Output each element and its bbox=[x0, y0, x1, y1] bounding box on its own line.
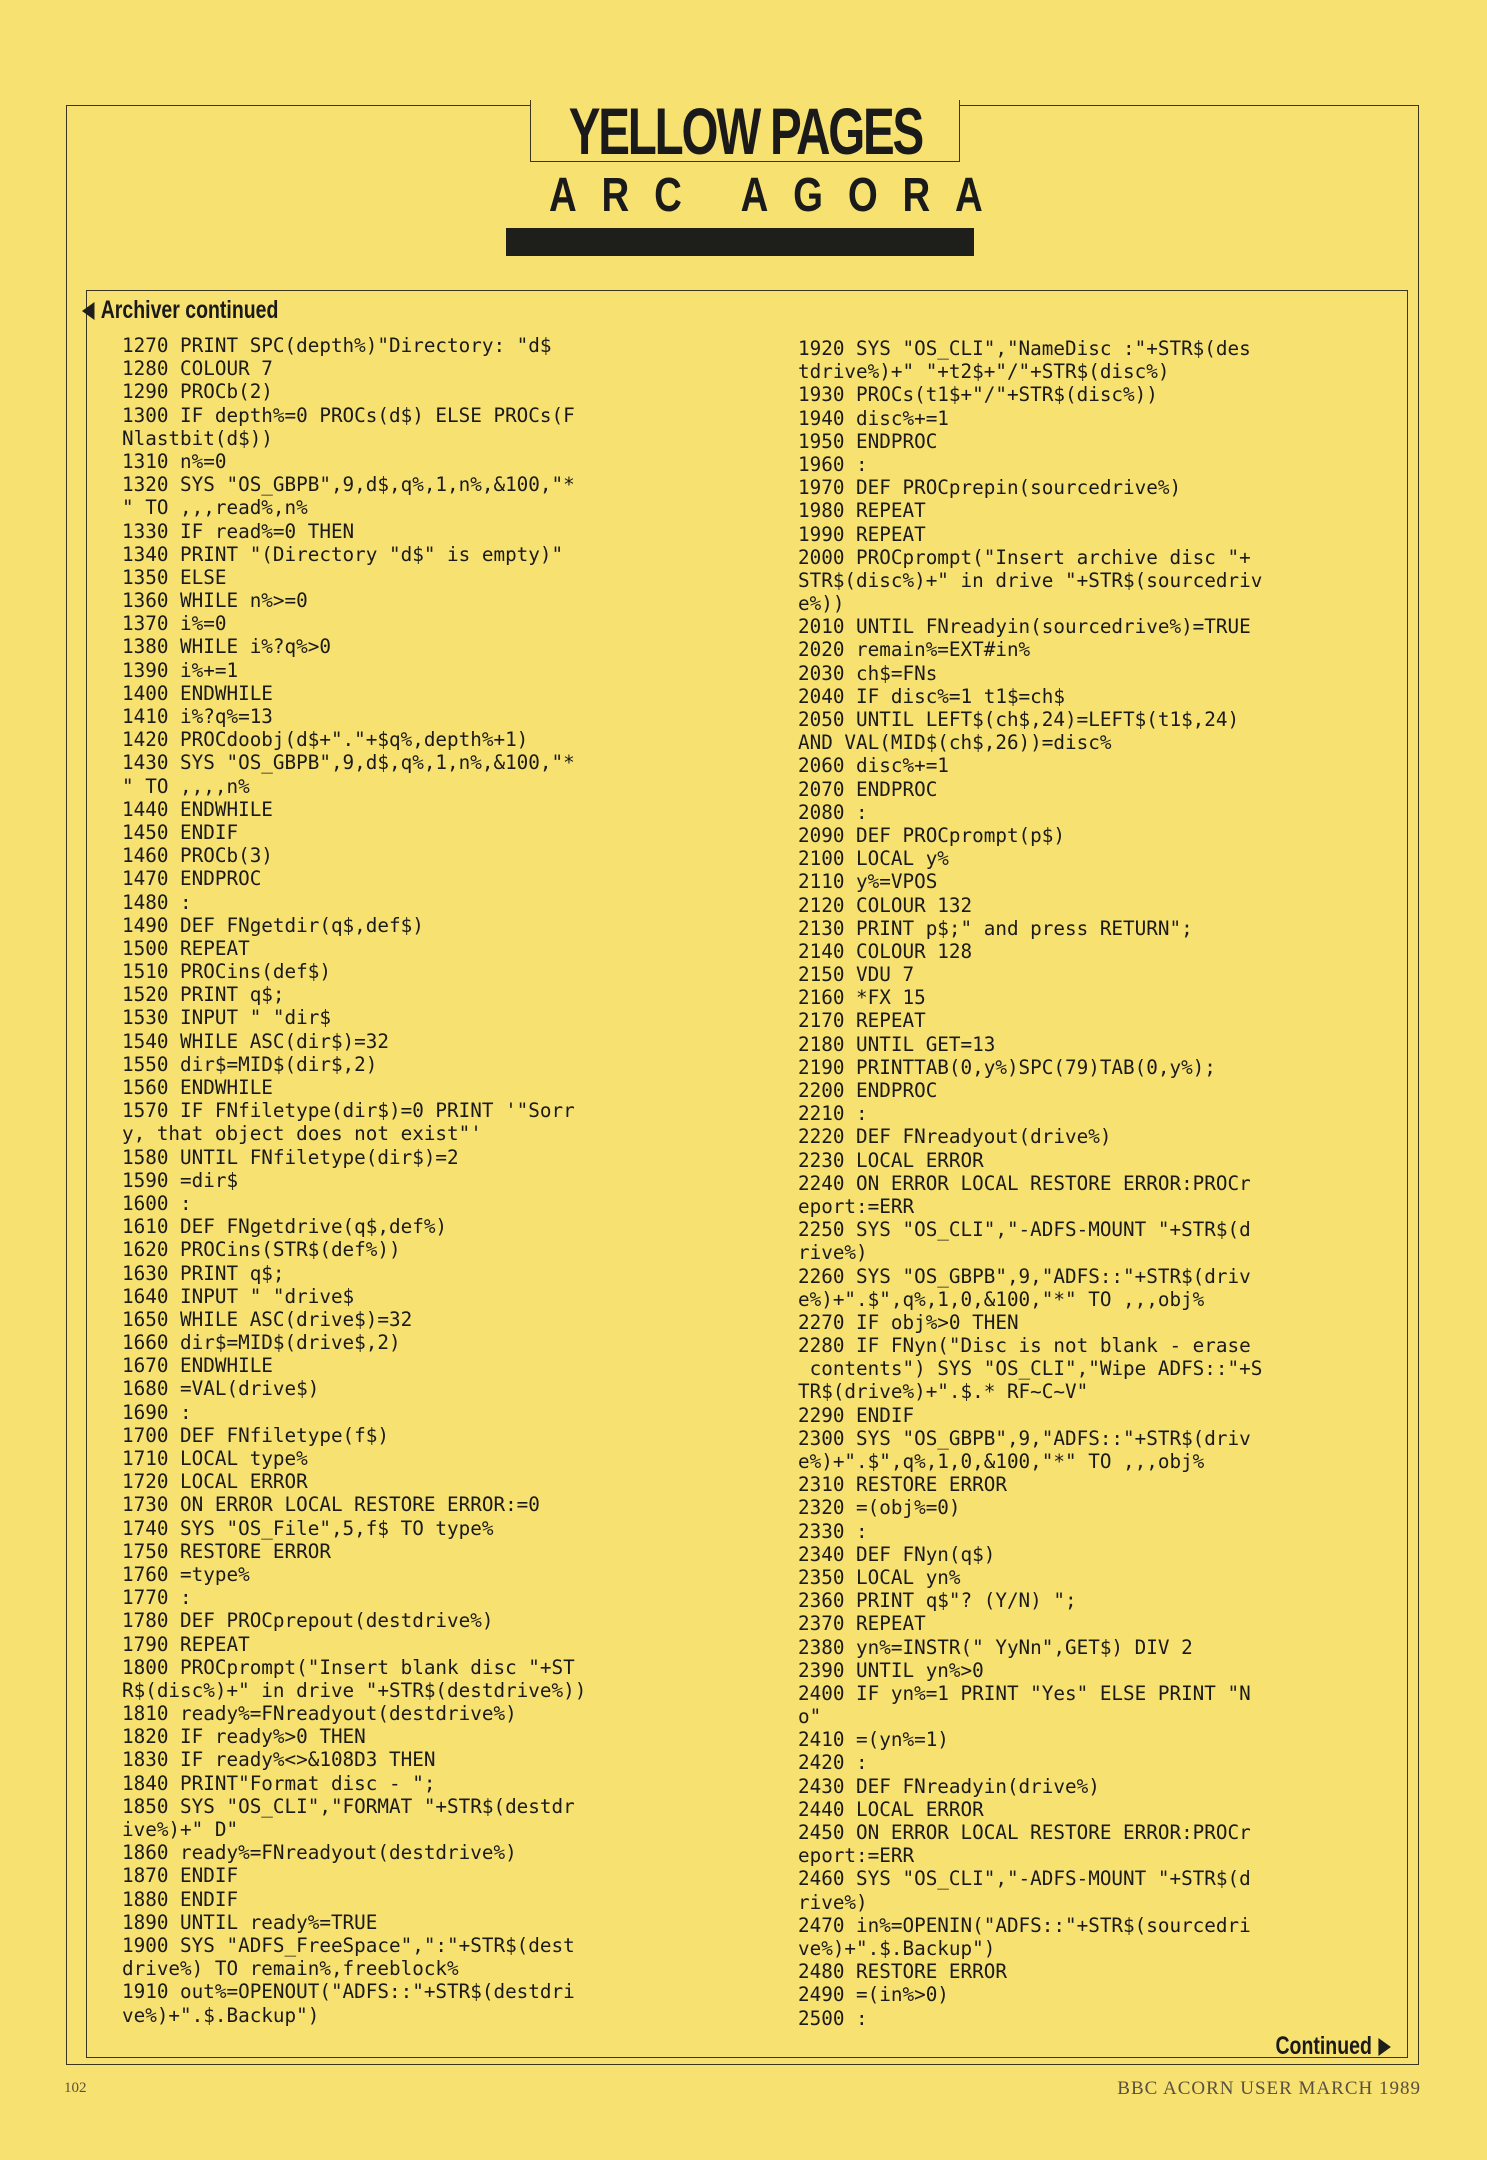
code-line: 1460 PROCb(3) bbox=[122, 844, 273, 868]
code-line: 1790 REPEAT bbox=[122, 1632, 250, 1656]
code-line: 1480 : bbox=[122, 890, 192, 914]
code-line: 2360 PRINT q$"? (Y/N) "; bbox=[798, 1589, 1077, 1613]
code-line: 2120 COLOUR 132 bbox=[798, 893, 973, 917]
page-title: YELLOW PAGES bbox=[568, 93, 922, 168]
masthead-box bbox=[530, 93, 960, 168]
code-line: 1660 dir$=MID$(drive$,2) bbox=[122, 1331, 401, 1355]
code-line: 2300 SYS "OS_GBPB",9,"ADFS::"+STR$(driv bbox=[798, 1426, 1251, 1450]
code-line: 1670 ENDWHILE bbox=[122, 1354, 273, 1378]
code-column-left bbox=[122, 334, 586, 2027]
code-line: 2060 disc%+=1 bbox=[798, 754, 949, 778]
code-line: Nlastbit(d$)) bbox=[122, 426, 273, 450]
code-line: 1520 PRINT q$; bbox=[122, 983, 285, 1007]
code-line: 1560 ENDWHILE bbox=[122, 1076, 273, 1099]
masthead-bar bbox=[506, 228, 974, 256]
code-line: 2160 *FX 15 bbox=[798, 986, 926, 1010]
code-line: e%)+".$",q%,1,0,&100,"*" TO ,,,obj% bbox=[798, 1287, 1205, 1311]
code-line: 1500 REPEAT bbox=[122, 936, 250, 960]
code-line: 2320 =(obj%=0) bbox=[798, 1496, 961, 1520]
code-line: 2240 ON ERROR LOCAL RESTORE ERROR:PROCr bbox=[798, 1171, 1251, 1195]
code-line: 2070 ENDPROC bbox=[798, 777, 938, 801]
code-line: 1320 SYS "OS_GBPB",9,d$,q%,1,n%,&100,"* bbox=[122, 473, 575, 497]
code-line: 2400 IF yn%=1 PRINT "Yes" ELSE PRINT "N bbox=[798, 1681, 1251, 1705]
code-line: 2180 UNTIL GET=13 bbox=[798, 1032, 996, 1056]
code-line: 1550 dir$=MID$(dir$,2) bbox=[122, 1052, 378, 1076]
code-line: 2220 DEF FNreadyout(drive%) bbox=[798, 1125, 1112, 1149]
code-line: 2450 ON ERROR LOCAL RESTORE ERROR:PROCr bbox=[798, 1821, 1251, 1844]
code-line: 1600 : bbox=[122, 1191, 192, 1215]
code-line: 1420 PROCdoobj(d$+"."+$q%,depth%+1) bbox=[122, 728, 529, 752]
code-line: rive%) bbox=[798, 1890, 868, 1914]
code-line: eport:=ERR bbox=[798, 1844, 915, 1868]
code-line: 1280 COLOUR 7 bbox=[122, 357, 273, 381]
code-line: " TO ,,,,n% bbox=[122, 774, 250, 798]
code-line: 2370 REPEAT bbox=[798, 1612, 926, 1636]
code-line: 1960 : bbox=[798, 452, 868, 476]
code-line: 1360 WHILE n%>=0 bbox=[122, 589, 308, 613]
code-line: 1580 UNTIL FNfiletype(dir$)=2 bbox=[122, 1145, 459, 1169]
code-line: 1850 SYS "OS_CLI","FORMAT "+STR$(destdr bbox=[122, 1794, 575, 1818]
code-line: 2440 LOCAL ERROR bbox=[798, 1797, 984, 1821]
code-line: 2430 DEF FNreadyin(drive%) bbox=[798, 1774, 1100, 1798]
code-line: 2110 y%=VPOS bbox=[798, 870, 938, 894]
code-line: 2250 SYS "OS_CLI","-ADFS-MOUNT "+STR$(d bbox=[798, 1218, 1251, 1242]
code-line: o" bbox=[798, 1705, 822, 1729]
code-line: e%)) bbox=[798, 592, 845, 616]
code-line: 1300 IF depth%=0 PROCs(d$) ELSE PROCs(F bbox=[122, 403, 575, 427]
code-line: drive%) TO remain%,freeblock% bbox=[122, 1957, 459, 1981]
code-line: 1730 ON ERROR LOCAL RESTORE ERROR:=0 bbox=[122, 1493, 540, 1517]
code-line: 1880 ENDIF bbox=[122, 1887, 239, 1911]
code-line: 1350 ELSE bbox=[122, 565, 227, 589]
code-line: 1770 : bbox=[122, 1586, 192, 1610]
code-line: 2380 yn%=INSTR(" YyNn",GET$) DIV 2 bbox=[798, 1635, 1193, 1659]
code-line: 2090 DEF PROCprompt(p$) bbox=[798, 823, 1065, 847]
code-line: 1640 INPUT " "drive$ bbox=[122, 1284, 355, 1308]
code-line: 1710 LOCAL type% bbox=[122, 1447, 308, 1470]
code-line: 2190 PRINTTAB(0,y%)SPC(79)TAB(0,y%); bbox=[798, 1055, 1216, 1079]
code-line: 1970 DEF PROCprepin(sourcedrive%) bbox=[798, 476, 1182, 500]
code-line: 2350 LOCAL yn% bbox=[798, 1565, 961, 1589]
code-line: y, that object does not exist"' bbox=[122, 1122, 482, 1146]
code-line: 2330 : bbox=[798, 1519, 868, 1543]
code-line: 1910 out%=OPENOUT("ADFS::"+STR$(destdri bbox=[122, 1980, 575, 2004]
code-line: 1430 SYS "OS_GBPB",9,d$,q%,1,n%,&100,"* bbox=[122, 751, 575, 775]
code-line: e%)+".$",q%,1,0,&100,"*" TO ,,,obj% bbox=[798, 1450, 1205, 1473]
code-line: 2470 in%=OPENIN("ADFS::"+STR$(sourcedri bbox=[798, 1913, 1251, 1937]
code-line: 1370 i%=0 bbox=[122, 612, 227, 636]
code-line: 1390 i%+=1 bbox=[122, 658, 239, 682]
code-line: eport:=ERR bbox=[798, 1194, 915, 1218]
code-line: 2170 REPEAT bbox=[798, 1009, 926, 1033]
code-line: 1440 ENDWHILE bbox=[122, 797, 273, 821]
triangle-right-icon bbox=[1379, 2038, 1391, 2056]
code-line: 1400 ENDWHILE bbox=[122, 681, 273, 705]
code-line: 1690 : bbox=[122, 1400, 192, 1424]
code-line: 1830 IF ready%<>&108D3 THEN bbox=[122, 1748, 436, 1772]
code-line: 1570 IF FNfiletype(dir$)=0 PRINT '"Sorr bbox=[122, 1099, 575, 1123]
code-line: 1990 REPEAT bbox=[798, 522, 926, 546]
code-line: 2030 ch$=FNs bbox=[798, 661, 938, 685]
code-line: 2210 : bbox=[798, 1102, 868, 1126]
code-line: 1740 SYS "OS_File",5,f$ TO type% bbox=[122, 1516, 494, 1540]
code-line: 2480 RESTORE ERROR bbox=[798, 1960, 1007, 1984]
code-line: 1780 DEF PROCprepout(destdrive%) bbox=[122, 1609, 494, 1633]
code-line: 1410 i%?q%=13 bbox=[122, 705, 273, 728]
code-line: 2020 remain%=EXT#in% bbox=[798, 638, 1031, 662]
code-line: 2040 IF disc%=1 t1$=ch$ bbox=[798, 684, 1065, 708]
code-line: 1840 PRINT"Format disc - "; bbox=[122, 1771, 436, 1795]
code-line: 1610 DEF FNgetdrive(q$,def%) bbox=[122, 1215, 448, 1239]
code-line: 1810 ready%=FNreadyout(destdrive%) bbox=[122, 1702, 517, 1726]
code-line: 2390 UNTIL yn%>0 bbox=[798, 1658, 984, 1682]
code-line: TR$(drive%)+".$.* RF~C~V" bbox=[798, 1380, 1089, 1404]
code-line: 1290 PROCb(2) bbox=[122, 380, 273, 404]
code-line: 1750 RESTORE ERROR bbox=[122, 1539, 331, 1563]
code-line: 1950 ENDPROC bbox=[798, 429, 938, 453]
code-line: ive%)+" D" bbox=[122, 1818, 239, 1841]
code-line: 1330 IF read%=0 THEN bbox=[122, 519, 355, 543]
code-line: 2500 : bbox=[798, 2006, 868, 2030]
code-line: 2420 : bbox=[798, 1751, 868, 1775]
code-line: 1490 DEF FNgetdir(q$,def$) bbox=[122, 913, 424, 937]
code-line: 2460 SYS "OS_CLI","-ADFS-MOUNT "+STR$(d bbox=[798, 1867, 1251, 1891]
code-line: 1930 PROCs(t1$+"/"+STR$(disc%)) bbox=[798, 383, 1158, 407]
code-line: 1860 ready%=FNreadyout(destdrive%) bbox=[122, 1841, 517, 1865]
code-line: 1890 UNTIL ready%=TRUE bbox=[122, 1910, 378, 1934]
code-line: 1920 SYS "OS_CLI","NameDisc :"+STR$(des bbox=[798, 337, 1251, 360]
section-subtitle: ARC AGORA bbox=[549, 169, 1008, 222]
code-line: 1720 LOCAL ERROR bbox=[122, 1470, 308, 1494]
code-line: 2310 RESTORE ERROR bbox=[798, 1473, 1007, 1497]
page-number: 102 bbox=[64, 2080, 87, 2096]
code-line: 2080 : bbox=[798, 800, 868, 824]
code-line: ve%)+".$.Backup") bbox=[798, 1936, 996, 1960]
code-line: 1450 ENDIF bbox=[122, 820, 239, 844]
code-line: 1900 SYS "ADFS_FreeSpace",":"+STR$(dest bbox=[122, 1933, 575, 1957]
continued-label: Continued bbox=[1275, 2032, 1373, 2060]
code-line: rive%) bbox=[798, 1241, 868, 1265]
code-line: 2340 DEF FNyn(q$) bbox=[798, 1542, 996, 1566]
code-line: 2130 PRINT p$;" and press RETURN"; bbox=[798, 916, 1193, 940]
code-line: 2270 IF obj%>0 THEN bbox=[798, 1310, 1019, 1334]
code-line: tdrive%)+" "+t2$+"/"+STR$(disc%) bbox=[798, 360, 1170, 384]
code-line: 1700 DEF FNfiletype(f$) bbox=[122, 1423, 389, 1447]
code-line: 1650 WHILE ASC(drive$)=32 bbox=[122, 1307, 413, 1331]
code-line: 1870 ENDIF bbox=[122, 1864, 239, 1888]
footer-credit: BBC ACORN USER MARCH 1989 bbox=[1117, 2078, 1421, 2099]
code-line: 1470 ENDPROC bbox=[122, 867, 262, 891]
code-line: 1510 PROCins(def$) bbox=[122, 960, 331, 984]
code-line: R$(disc%)+" in drive "+STR$(destdrive%)) bbox=[122, 1678, 587, 1702]
code-line: 1680 =VAL(drive$) bbox=[122, 1377, 320, 1401]
code-line: 2410 =(yn%=1) bbox=[798, 1728, 949, 1752]
triangle-left-icon bbox=[82, 302, 94, 320]
code-column-right bbox=[798, 337, 1262, 2030]
continued-marker bbox=[1276, 2032, 1391, 2061]
code-line: 2290 ENDIF bbox=[798, 1403, 915, 1427]
code-line: 1820 IF ready%>0 THEN bbox=[122, 1725, 366, 1749]
code-line: 2230 LOCAL ERROR bbox=[798, 1148, 984, 1172]
code-line: 1630 PRINT q$; bbox=[122, 1261, 285, 1285]
code-line: 1380 WHILE i%?q%>0 bbox=[122, 635, 331, 659]
code-line: " TO ,,,read%,n% bbox=[122, 496, 308, 520]
section-heading bbox=[82, 296, 278, 325]
code-line: 2000 PROCprompt("Insert archive disc "+ bbox=[798, 545, 1251, 569]
code-line: STR$(disc%)+" in drive "+STR$(sourcedriv bbox=[798, 568, 1263, 592]
code-line: 1340 PRINT "(Directory "d$" is empty)" bbox=[122, 542, 564, 566]
code-line: 1620 PROCins(STR$(def%)) bbox=[122, 1238, 401, 1262]
code-line: 2010 UNTIL FNreadyin(sourcedrive%)=TRUE bbox=[798, 615, 1251, 639]
code-line: 1530 INPUT " "dir$ bbox=[122, 1006, 331, 1030]
code-line: 2260 SYS "OS_GBPB",9,"ADFS::"+STR$(driv bbox=[798, 1264, 1251, 1288]
code-line: contents") SYS "OS_CLI","Wipe ADFS::"+S bbox=[798, 1357, 1263, 1381]
code-line: 1940 disc%+=1 bbox=[798, 406, 949, 430]
code-line: 1980 REPEAT bbox=[798, 499, 926, 523]
code-line: 1800 PROCprompt("Insert blank disc "+ST bbox=[122, 1655, 575, 1679]
code-line: 2200 ENDPROC bbox=[798, 1079, 938, 1102]
code-line: 2140 COLOUR 128 bbox=[798, 939, 973, 963]
code-line: AND VAL(MID$(ch$,26))=disc% bbox=[798, 731, 1112, 755]
code-line: 2280 IF FNyn("Disc is not blank - erase bbox=[798, 1334, 1251, 1358]
section-heading-text: Archiver continued bbox=[100, 296, 279, 324]
code-line: 1270 PRINT SPC(depth%)"Directory: "d$ bbox=[122, 334, 552, 357]
code-line: 2490 =(in%>0) bbox=[798, 1983, 949, 2007]
code-line: 2150 VDU 7 bbox=[798, 963, 915, 987]
code-line: 1760 =type% bbox=[122, 1562, 250, 1586]
code-line: 1590 =dir$ bbox=[122, 1168, 239, 1192]
code-line: 2050 UNTIL LEFT$(ch$,24)=LEFT$(t1$,24) bbox=[798, 708, 1240, 731]
code-line: 2100 LOCAL y% bbox=[798, 847, 949, 871]
code-line: 1540 WHILE ASC(dir$)=32 bbox=[122, 1029, 389, 1053]
code-line: ve%)+".$.Backup") bbox=[122, 2003, 320, 2027]
code-line: 1310 n%=0 bbox=[122, 449, 227, 473]
